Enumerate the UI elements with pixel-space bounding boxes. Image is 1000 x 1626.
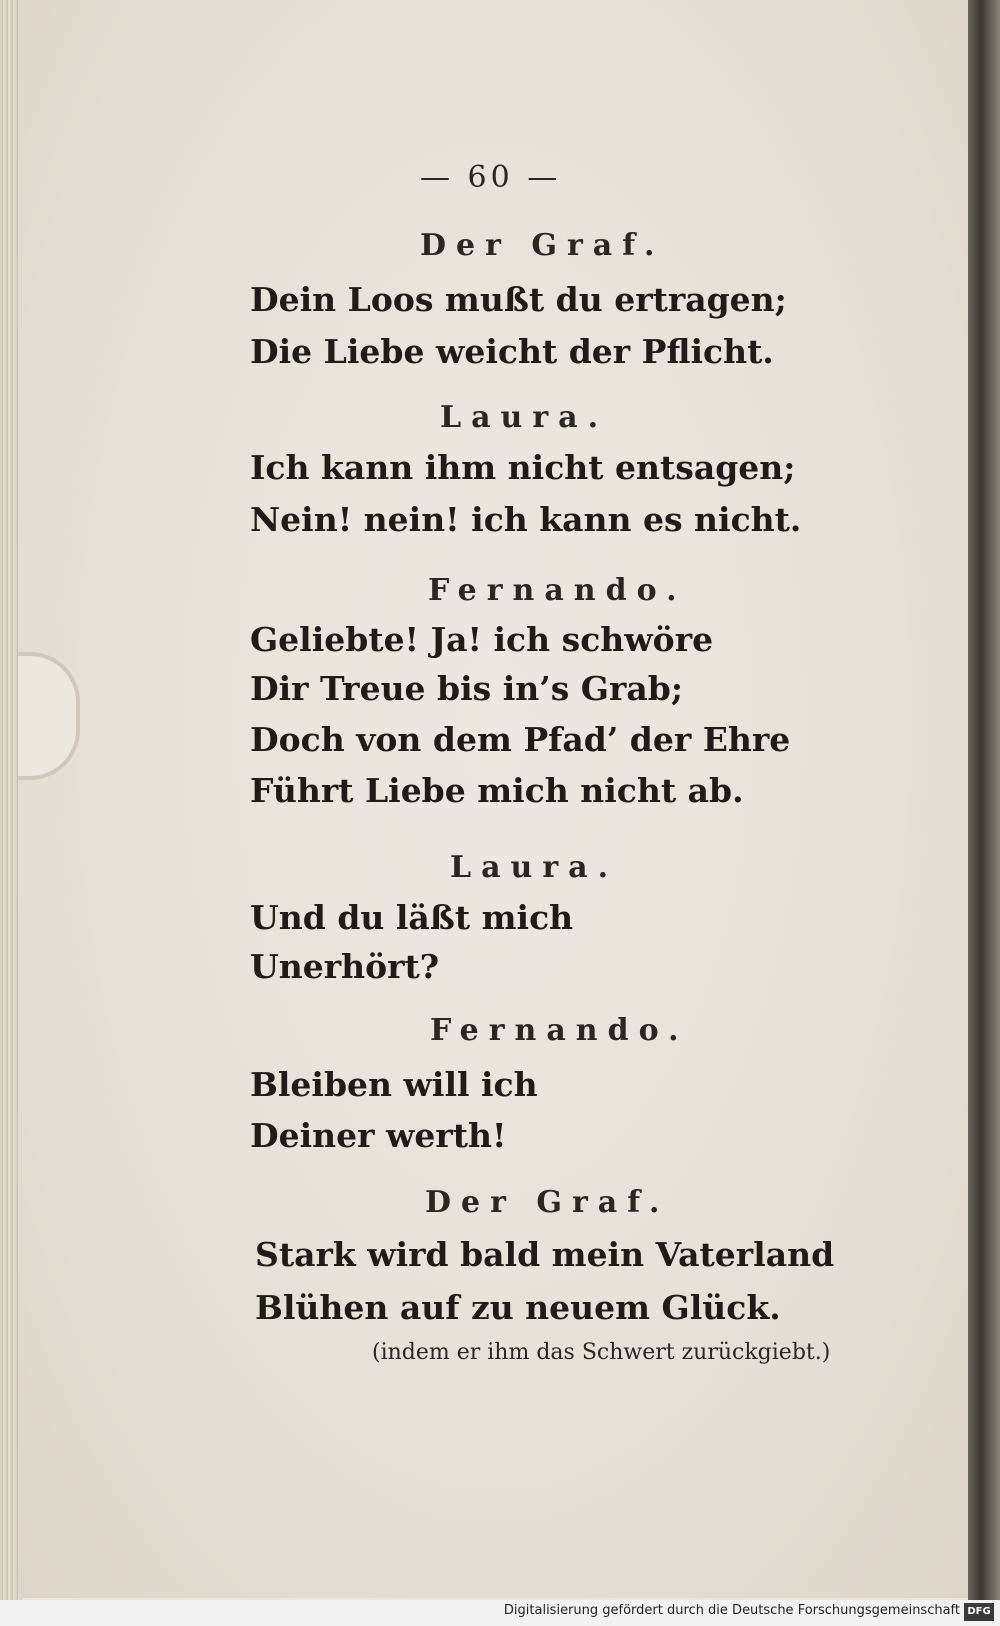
- dfg-logo: DFG: [964, 1603, 994, 1621]
- speaker-label: Laura.: [440, 400, 609, 435]
- verse-line: Ich kann ihm nicht entsagen;: [250, 448, 796, 487]
- verse-line: Nein! nein! ich kann es nicht.: [250, 500, 802, 539]
- verse-line: Doch von dem Pfad’ der Ehre: [250, 720, 791, 759]
- verse-line: Dein Loos mußt du ertragen;: [250, 280, 787, 319]
- verse-line: Unerhört?: [250, 947, 440, 986]
- verse-line: Die Liebe weicht der Pflicht.: [250, 332, 774, 371]
- footer-bar: [0, 1600, 1000, 1626]
- verse-line: Dir Treue bis in’s Grab;: [250, 669, 684, 708]
- page-tab-marker: [18, 652, 80, 780]
- speaker-label: Fernando.: [430, 1013, 689, 1048]
- page-number: — 60 —: [420, 160, 562, 195]
- verse-line: Deiner werth!: [250, 1116, 507, 1155]
- speaker-label: Fernando.: [428, 573, 687, 608]
- verse-line: Führt Liebe mich nicht ab.: [250, 771, 744, 810]
- speaker-label: Der Graf.: [425, 1185, 670, 1220]
- book-spine-edge: [968, 0, 1000, 1600]
- verse-line: Geliebte! Ja! ich schwöre: [250, 620, 714, 659]
- verse-line: Stark wird bald mein Vaterland: [255, 1235, 835, 1274]
- stage-direction: (indem er ihm das Schwert zurückgiebt.): [372, 1340, 831, 1365]
- funding-notice: Digitalisierung gefördert durch die Deutsche Forschungsgemeinschaft: [503, 1603, 960, 1618]
- verse-line: Und du läßt mich: [250, 898, 574, 937]
- speaker-label: Laura.: [450, 850, 619, 885]
- speaker-label: Der Graf.: [420, 228, 665, 263]
- verse-line: Bleiben will ich: [250, 1065, 538, 1104]
- verse-line: Blühen auf zu neuem Glück.: [255, 1288, 781, 1327]
